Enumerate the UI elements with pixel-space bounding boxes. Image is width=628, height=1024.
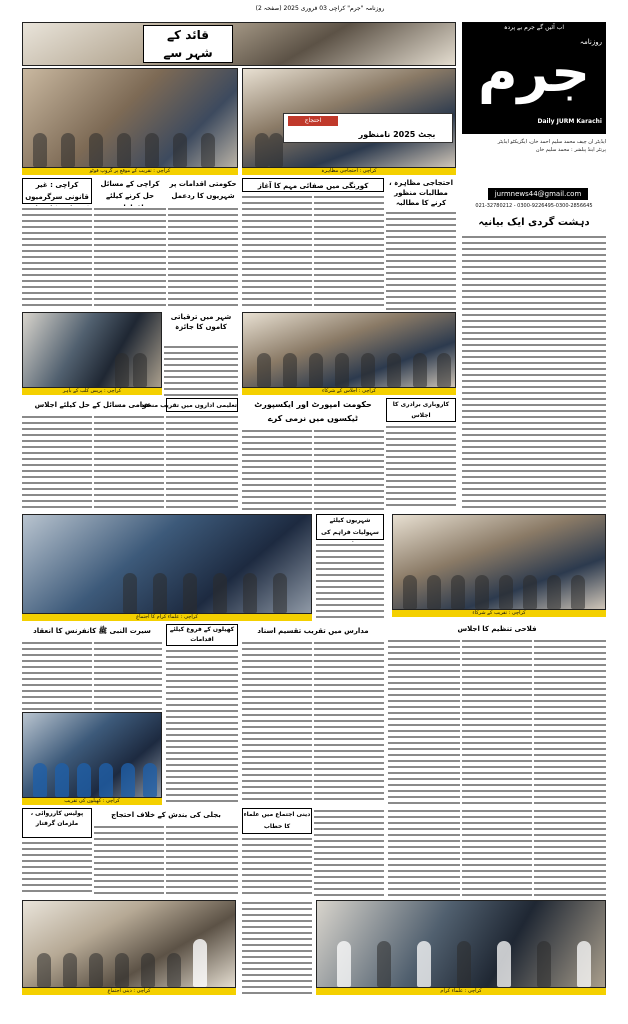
article-text-1 xyxy=(22,206,92,310)
protest-sign: بجٹ 2025 نامنظور xyxy=(358,130,436,139)
article-text-12 xyxy=(314,428,384,510)
headline-news-13: کھیلوں کے فروغ کیلئے اقدامات xyxy=(166,624,238,646)
article-text-13 xyxy=(386,424,456,510)
printer-line: پرنٹر اینڈ پبلشر : محمد سلیم خان xyxy=(535,147,606,153)
masthead-title: جرم xyxy=(477,41,591,104)
article-text-24 xyxy=(94,824,164,896)
article-text-20 xyxy=(388,638,460,804)
headline-news-3: حکومتی اقدامات پر شہریوں کا ردعمل xyxy=(169,180,237,200)
headline-news-5: احتجاجی مظاہرہ ، مطالبات منظور کرنے کا مطالبہ xyxy=(389,179,453,207)
photo-clerics xyxy=(316,900,606,988)
masthead-sub: Daily JURM Karachi xyxy=(537,118,602,125)
article-text-2 xyxy=(94,206,166,310)
article-text-18 xyxy=(242,640,312,804)
article-text-3 xyxy=(168,206,238,310)
caption-3: کراچی : پریس کلب کے باہر xyxy=(22,388,162,395)
caption-4: کراچی : اجلاس کے شرکاء xyxy=(242,388,456,395)
editorial-headline: دہشت گردی ایک بیانیہ xyxy=(478,217,590,228)
photo-sports xyxy=(22,712,162,798)
protest-banner xyxy=(283,113,453,143)
headline-news-11: کاروباری برادری کا اجلاس xyxy=(386,398,456,422)
article-text-28 xyxy=(388,808,460,896)
masthead-logo xyxy=(462,34,606,134)
headline-news-18: دینی اجتماع میں علماء کا خطاب xyxy=(242,808,312,834)
headline-news-9: تعلیمی اداروں میں تقریب منعقد xyxy=(166,398,238,412)
photo-meeting xyxy=(242,312,456,388)
masthead-small: روزنامہ xyxy=(579,38,602,46)
caption-7: کراچی : کھیلوں کی تقریب xyxy=(22,798,162,805)
masthead-credits xyxy=(462,138,606,182)
headline-news-6: حکومت امپورٹ اور ایکسپورٹ ٹیکسوں میں نرمی کرے xyxy=(254,400,372,423)
banner-title-1: قائد کے xyxy=(167,28,209,42)
headline-news-15: فلاحی تنظیم کا اجلاس xyxy=(457,625,537,633)
editor-line: ایڈیٹر ان چیف محمد سلیم احمد خان، ایگزیکٹو ایڈیٹر xyxy=(497,139,606,145)
article-text-23 xyxy=(22,840,92,896)
email-link[interactable]: jurmnews44@gmail.com xyxy=(488,188,588,200)
caption-9: کراچی : علماء کرام xyxy=(316,988,606,995)
article-text-8 xyxy=(22,414,92,510)
headline-news-10: سیرت النبی ﷺ کانفرنس کا انعقاد xyxy=(33,627,151,635)
headline-news-14: مدارس میں تقریب تقسیم اسناد xyxy=(257,627,369,635)
article-text-9 xyxy=(94,414,164,510)
article-text-6 xyxy=(386,210,456,310)
article-text-17 xyxy=(166,648,238,804)
photo-street xyxy=(22,312,162,388)
caption-5: کراچی : علماء کرام کا اجتماع xyxy=(22,614,312,621)
date-line: روزنامہ "جرم" کراچی 03 فروری 2025 (صفحہ 2) xyxy=(255,5,385,12)
caption-1: کراچی : تقریب کے موقع پر گروپ فوٹو xyxy=(22,168,238,175)
photo-protest xyxy=(242,68,456,168)
article-text-27 xyxy=(314,808,384,896)
article-text-22 xyxy=(534,638,606,804)
headline-news-4: کورنگی میں صفائی مہم کا آغاز xyxy=(242,178,384,192)
article-text-25 xyxy=(166,824,238,896)
city-banner xyxy=(22,22,456,66)
headline-news-1: کراچی : غیر قانونی سرگرمیوں xyxy=(22,178,92,204)
article-text-19 xyxy=(314,640,384,804)
article-text-29 xyxy=(462,808,532,896)
protest-label: احتجاج xyxy=(288,116,338,126)
headline-news-17: بجلی کی بندش کے خلاف احتجاج xyxy=(111,811,221,819)
photo-ceremony xyxy=(392,514,606,610)
headline-news-2: کراچی کے مسائل حل کرنے کیلئے xyxy=(100,180,160,200)
article-text-15 xyxy=(22,640,92,710)
article-text-31 xyxy=(242,900,312,994)
photo-group-1 xyxy=(22,68,238,168)
headline-news-12: شہریوں کیلئے سہولیات فراہم کی xyxy=(316,514,384,540)
article-text-7 xyxy=(164,344,238,396)
banner-title-2: شہر سے xyxy=(163,46,213,60)
banner-title-box xyxy=(143,25,233,63)
article-text-5 xyxy=(314,194,384,310)
article-text-11 xyxy=(242,428,312,510)
caption-2: کراچی : احتجاجی مظاہرہ xyxy=(242,168,456,175)
article-text-16 xyxy=(94,640,162,710)
phones: 021-32780212 - 0300-9226495-0300-2856645 xyxy=(475,203,593,209)
headline-news-7: شہر میں ترقیاتی کاموں کا جائزہ xyxy=(170,313,232,331)
article-text-10 xyxy=(166,414,238,510)
headline-news-8: عوامی مسائل کے حل کیلئے اجلاس xyxy=(34,401,152,409)
headline-news-16: پولیس کارروائی ، ملزمان گرفتار xyxy=(22,808,92,838)
photo-gathering xyxy=(22,900,236,988)
editorial-text xyxy=(462,234,606,510)
masthead-tagline: اب آئیں گے جرم بے پردہ xyxy=(462,22,606,34)
article-text-30 xyxy=(534,808,606,896)
article-text-4 xyxy=(242,194,312,310)
article-text-26 xyxy=(242,836,312,896)
article-text-21 xyxy=(462,638,532,804)
caption-8: کراچی : دینی اجتماع xyxy=(22,988,236,995)
photo-scholars xyxy=(22,514,312,614)
caption-6: کراچی : تقریب کے شرکاء xyxy=(392,610,606,617)
article-text-14 xyxy=(316,542,384,620)
